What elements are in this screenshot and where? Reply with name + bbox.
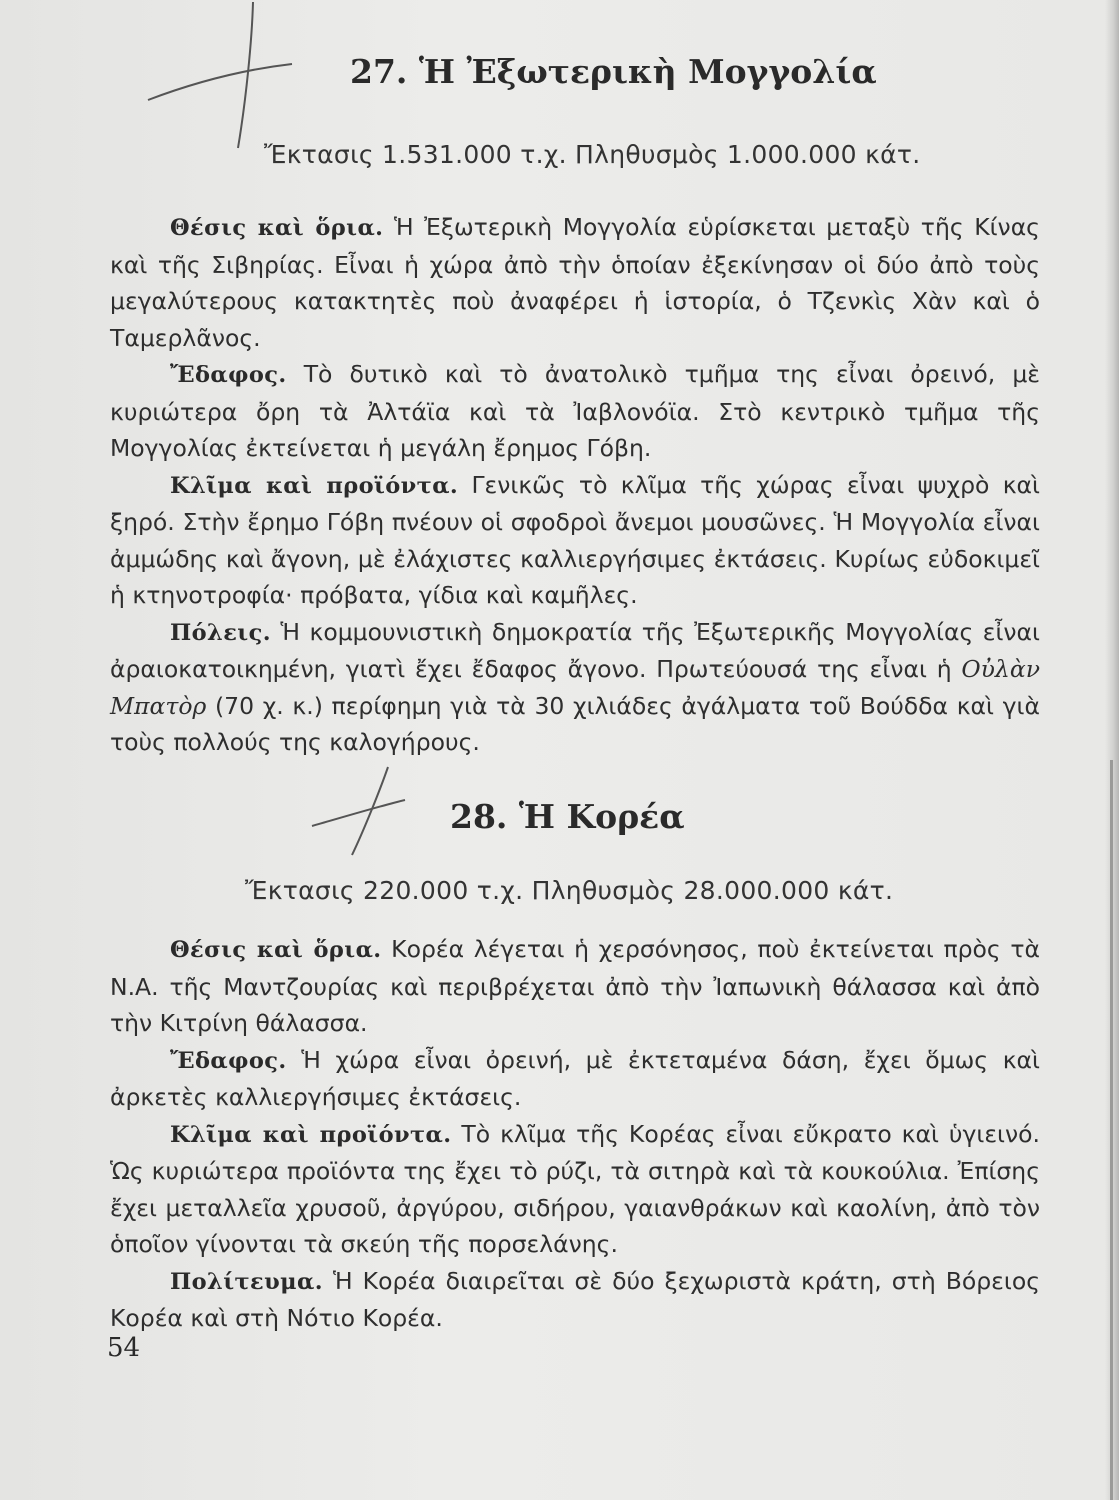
section-title-korea: 28. Ἡ Κορέα bbox=[450, 797, 685, 836]
paragraph-text: Τὸ κλῖμα τῆς Κορέας εἶναι εὔκρατο καὶ ὑγιεινό. Ὡς κυριώτερα προϊόντα της ἔχει τὸ ρύζι, τὰ σιτηρὰ καὶ τὰ κουκούλια. Ἐπίσης ἔχει μεταλλεῖα χρυσοῦ, ἀργύρου, σιδήρου, γαιανθράκων καὶ καολίνη, ἀπὸ τὸν ὁποῖον γίνονται τὰ σκεύη τῆς πορσελάνης. bbox=[110, 1119, 1040, 1258]
paragraph-position bbox=[110, 931, 1040, 1042]
paragraph-text: Ἡ Κορέα διαιρεῖται σὲ δύο ξεχωριστὰ κράτη, στὴ Βόρειος Κορέα καὶ στὴ Νότιο Κορέα. bbox=[110, 1266, 1040, 1332]
paragraph-heading: Ἔδαφος. bbox=[170, 1047, 287, 1074]
paragraph-heading: Θέσις καὶ ὅρια. bbox=[170, 215, 384, 241]
paragraph-text: Ἡ κομμουνιστικὴ δημοκρατία τῆς Ἐξωτερικῆς Μογγολίας εἶναι ἀραιοκατοικημένη, γιατὶ ἔχει ἔδαφος ἄγονο. Πρωτεύουσά της εἶναι ἡ bbox=[110, 617, 1040, 683]
paragraph-heading: Κλῖμα καὶ προϊόντα. bbox=[170, 1121, 452, 1148]
paragraph-text: Τὸ δυτικὸ καὶ τὸ ἀνατολικὸ τμῆμα της εἶναι ὀρεινό, μὲ κυριώτερα ὄρη τὰ Ἀλτάϊα καὶ τὰ Ἰαβλονόϊα. Στὸ κεντρικὸ τμῆμα τῆς Μογγολίας ἐκτείνεται ἡ μεγάλη ἔρημος Γόβη. bbox=[110, 360, 1040, 462]
section-title-mongolia: 27. Ἡ Ἐξωτερικὴ Μογγολία bbox=[350, 52, 877, 91]
paragraph-text: Ἡ χώρα εἶναι ὀρεινή, μὲ ἐκτεταμένα δάση, ἔχει ὅμως καὶ ἀρκετὲς καλλιεργήσιμες ἐκτάσεις. bbox=[110, 1045, 1040, 1111]
paragraph-heading: Κλῖμα καὶ προϊόντα. bbox=[170, 472, 459, 499]
paragraph-text: Κορέα λέγεται ἡ χερσόνησος, ποὺ ἐκτείνεται πρὸς τὰ Ν.Α. τῆς Μαντζουρίας καὶ περιβρέχεται ἀπὸ τὴν Ἰαπωνικὴ θάλασσα καὶ ἀπὸ τὴν Κιτρίνη θάλασσα. bbox=[110, 935, 1040, 1037]
page-number: 54 bbox=[107, 1333, 141, 1363]
stats-mongolia: Ἔκτασις 1.531.000 τ.χ. Πληθυσμὸς 1.000.000 κάτ. bbox=[264, 140, 921, 169]
paragraph-position bbox=[110, 209, 1040, 356]
section-body-mongolia bbox=[110, 209, 1040, 761]
paragraph-climate bbox=[110, 1116, 1040, 1263]
stats-korea: Ἔκτασις 220.000 τ.χ. Πληθυσμὸς 28.000.000 κάτ. bbox=[245, 876, 894, 905]
paragraph-heading: Ἔδαφος. bbox=[170, 362, 287, 388]
paragraph-climate bbox=[110, 467, 1040, 614]
paragraph-heading: Πολίτευμα. bbox=[170, 1268, 323, 1295]
paragraph-heading: Θέσις καὶ ὅρια. bbox=[170, 937, 382, 963]
paragraph-terrain bbox=[110, 356, 1040, 467]
paragraph-text: Ἡ Ἐξωτερικὴ Μογγολία εὑρίσκεται μεταξὺ τῆς Κίνας καὶ τῆς Σιβηρίας. Εἶναι ἡ χώρα ἀπὸ τὴν ὁποίαν ἐξεκίνησαν οἱ δύο ἀπὸ τοὺς μεγαλύτερους κατακτητὲς ποὺ ἀναφέρει ἡ ἱστορία, ὁ Τζενκὶς Χὰν καὶ ὁ Ταμερλᾶνος. bbox=[110, 213, 1040, 352]
paragraph-heading: Πόλεις. bbox=[170, 619, 271, 646]
paragraph-text: Γενικῶς τὸ κλῖμα τῆς χώρας εἶναι ψυχρὸ καὶ ξηρό. Στὴν ἔρημο Γόβη πνέουν οἱ σφοδροὶ ἄνεμοι μουσῶνες. Ἡ Μογγολία εἶναι ἀμμώδης καὶ ἄγονη, μὲ ἐλάχιστες καλλιεργήσιμες ἐκτάσεις. Κυρίως εὐδοκιμεῖ ἡ κτηνοτροφία· πρόβατα, γίδια καὶ καμῆλες. bbox=[110, 470, 1040, 609]
section-body-korea bbox=[110, 931, 1040, 1337]
page-edge-line bbox=[1110, 760, 1113, 1500]
paragraph-government bbox=[110, 1263, 1040, 1337]
paragraph-terrain bbox=[110, 1042, 1040, 1116]
paragraph-cities bbox=[110, 614, 1040, 761]
paragraph-text: (70 χ. κ.) περίφημη γιὰ τὰ 30 χιλιάδες ἀγάλματα τοῦ Βούδδα καὶ γιὰ τοὺς πολλούς της καλογήρους. bbox=[110, 691, 1040, 756]
capital-city-name: Οὐλὰν Μπατὸρ bbox=[110, 655, 1040, 720]
